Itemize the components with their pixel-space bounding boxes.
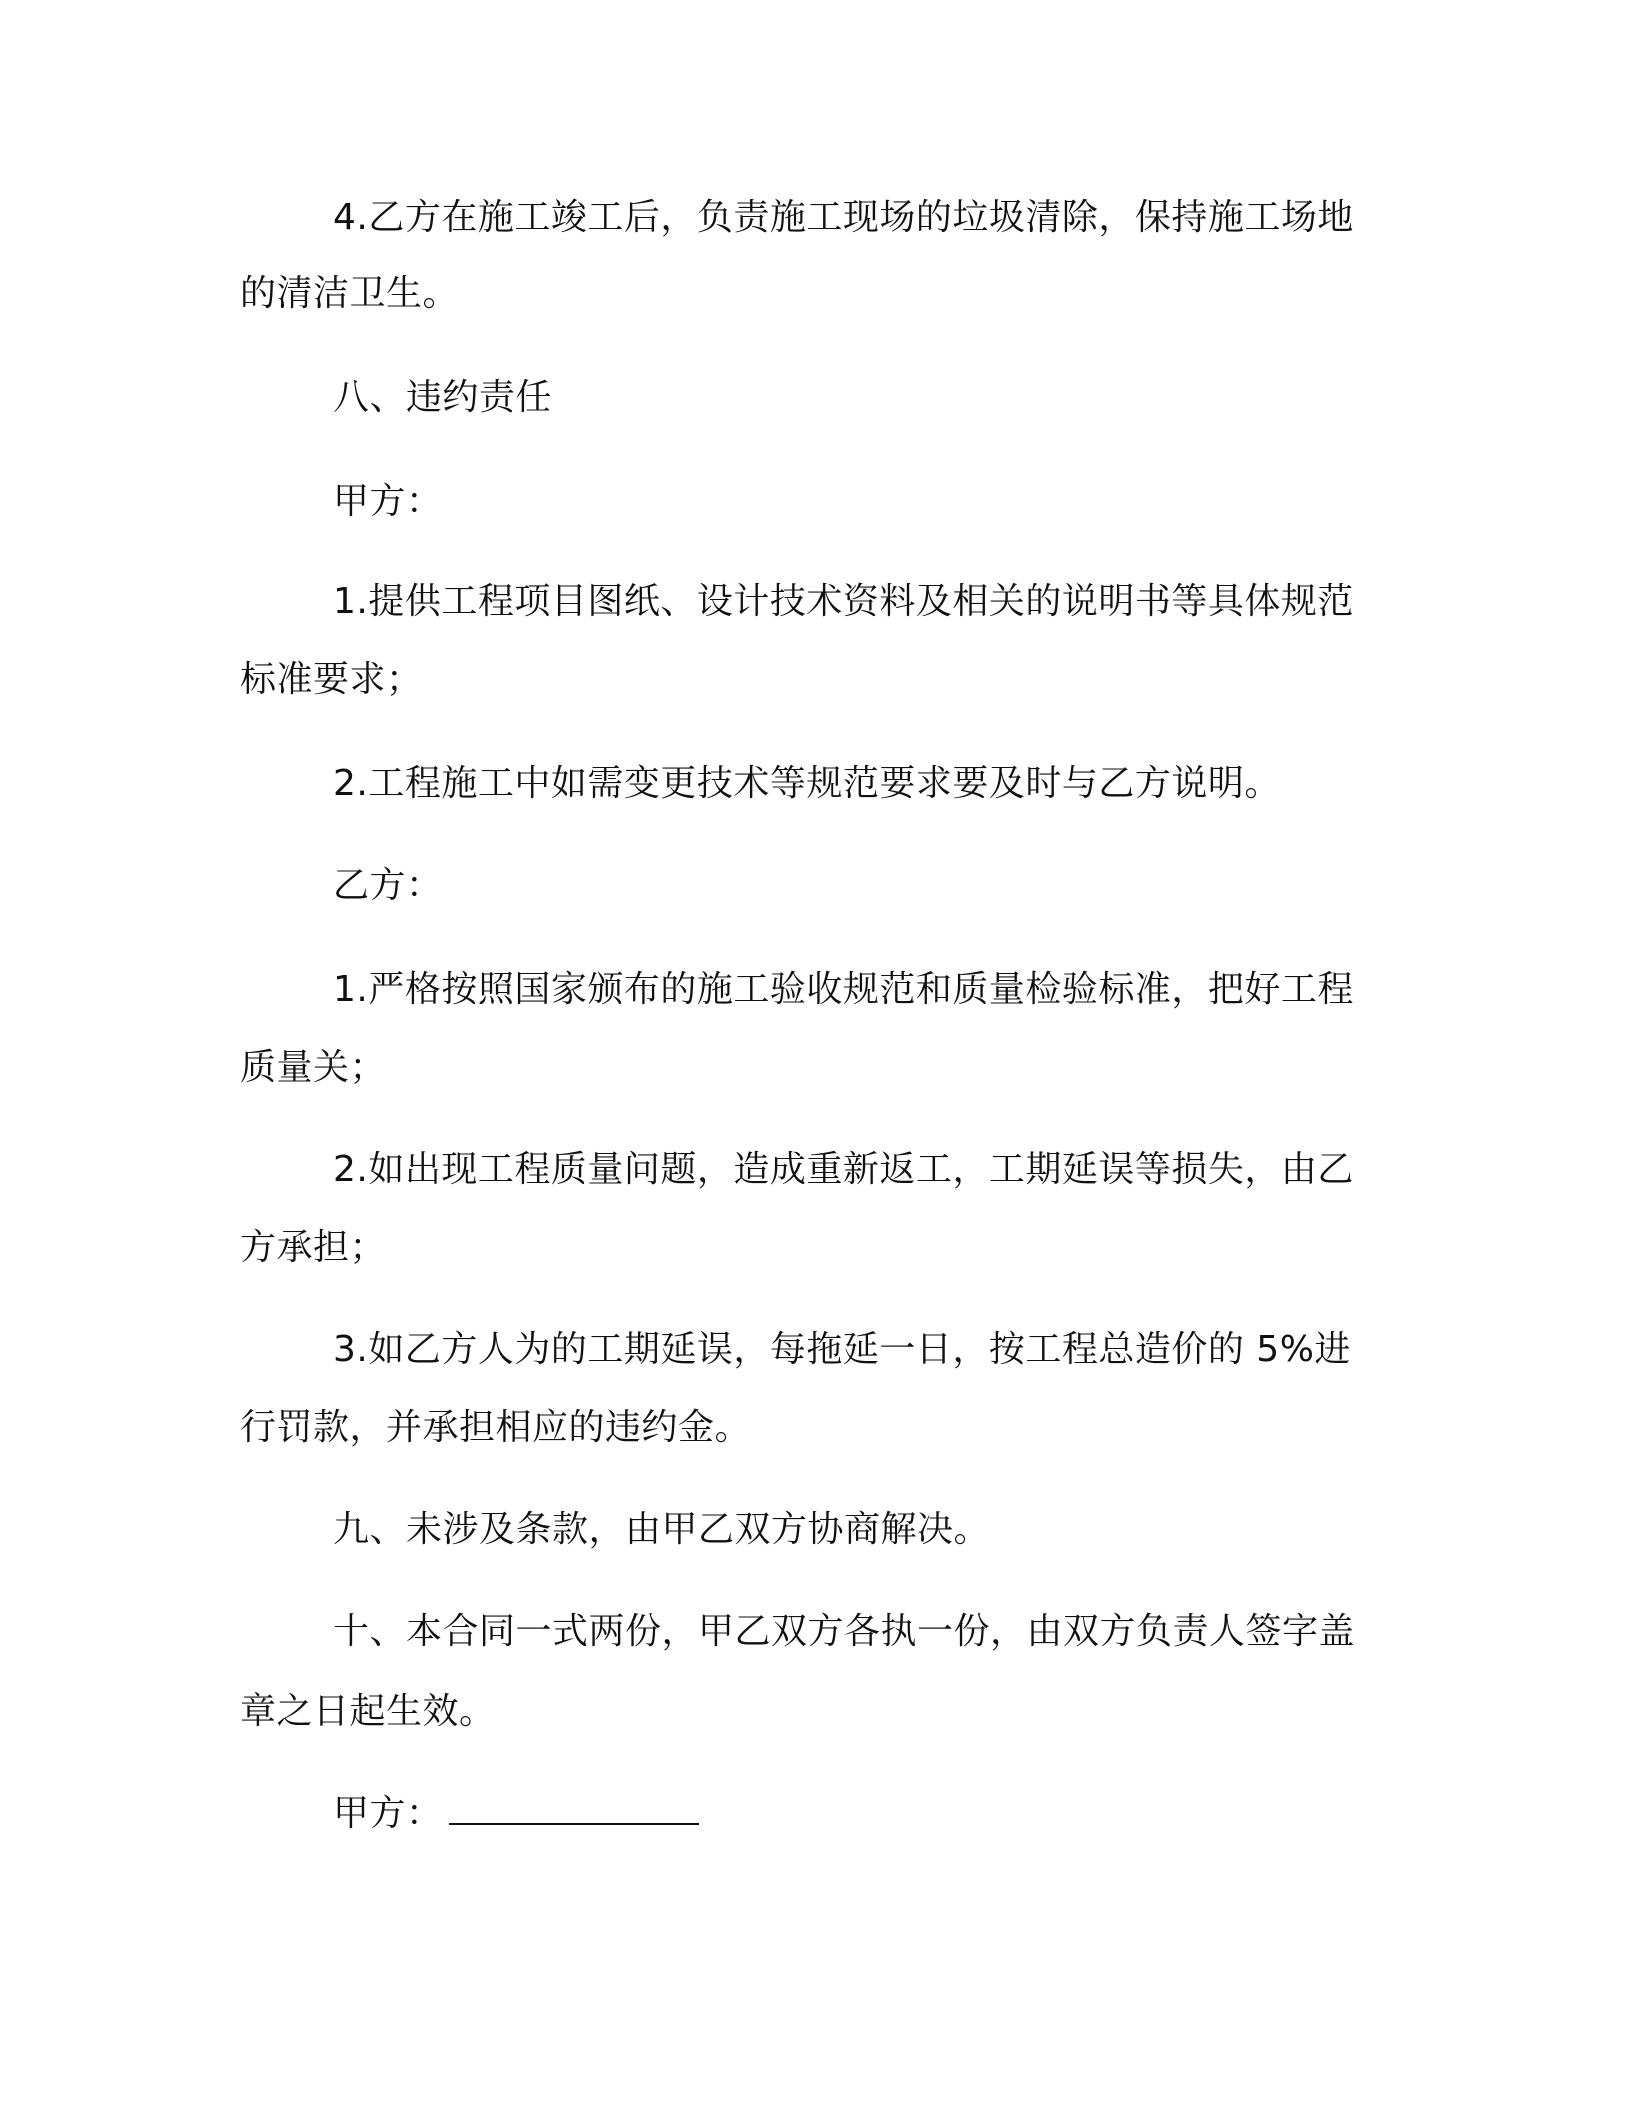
party-a-item-2: 2.工程施工中如需变更技术等规范要求要及时与乙方说明。 [333, 763, 1281, 804]
section-10-line-1: 十、本合同一式两份，甲乙双方各执一份，由双方负责人签字盖 [333, 1611, 1356, 1652]
party-b-item-3-line-1: 3.如乙方人为的工期延误，每拖延一日，按工程总造价的 5%进 [333, 1329, 1351, 1370]
party-b-item-2-line-1: 2.如出现工程质量问题，造成重新返工，工期延误等损失，由乙 [333, 1149, 1354, 1190]
section-8-heading: 八、违约责任 [333, 377, 553, 418]
party-b-item-1-line-2: 质量关； [240, 1047, 387, 1088]
party-b-item-2-line-2: 方承担； [240, 1227, 387, 1268]
signature-label: 甲方： [333, 1793, 443, 1834]
clause-7-4-line-1: 4.乙方在施工竣工后，负责施工现场的垃圾清除，保持施工场地 [333, 197, 1354, 238]
party-b-label: 乙方： [333, 865, 443, 906]
party-b-item-1-line-1: 1.严格按照国家颁布的施工验收规范和质量检验标准，把好工程 [333, 969, 1354, 1010]
signature-row [333, 1790, 699, 1838]
section-10-line-2: 章之日起生效。 [240, 1691, 496, 1732]
party-b-item-3-line-2: 行罚款，并承担相应的违约金。 [240, 1407, 752, 1448]
signature-blank-line [449, 1793, 699, 1825]
party-a-item-1-line-2: 标准要求； [240, 659, 423, 700]
party-a-label: 甲方： [333, 481, 443, 522]
party-a-item-1-line-1: 1.提供工程项目图纸、设计技术资料及相关的说明书等具体规范 [333, 581, 1354, 622]
clause-7-4-line-2: 的清洁卫生。 [240, 273, 460, 314]
section-9: 九、未涉及条款，由甲乙双方协商解决。 [333, 1509, 991, 1550]
